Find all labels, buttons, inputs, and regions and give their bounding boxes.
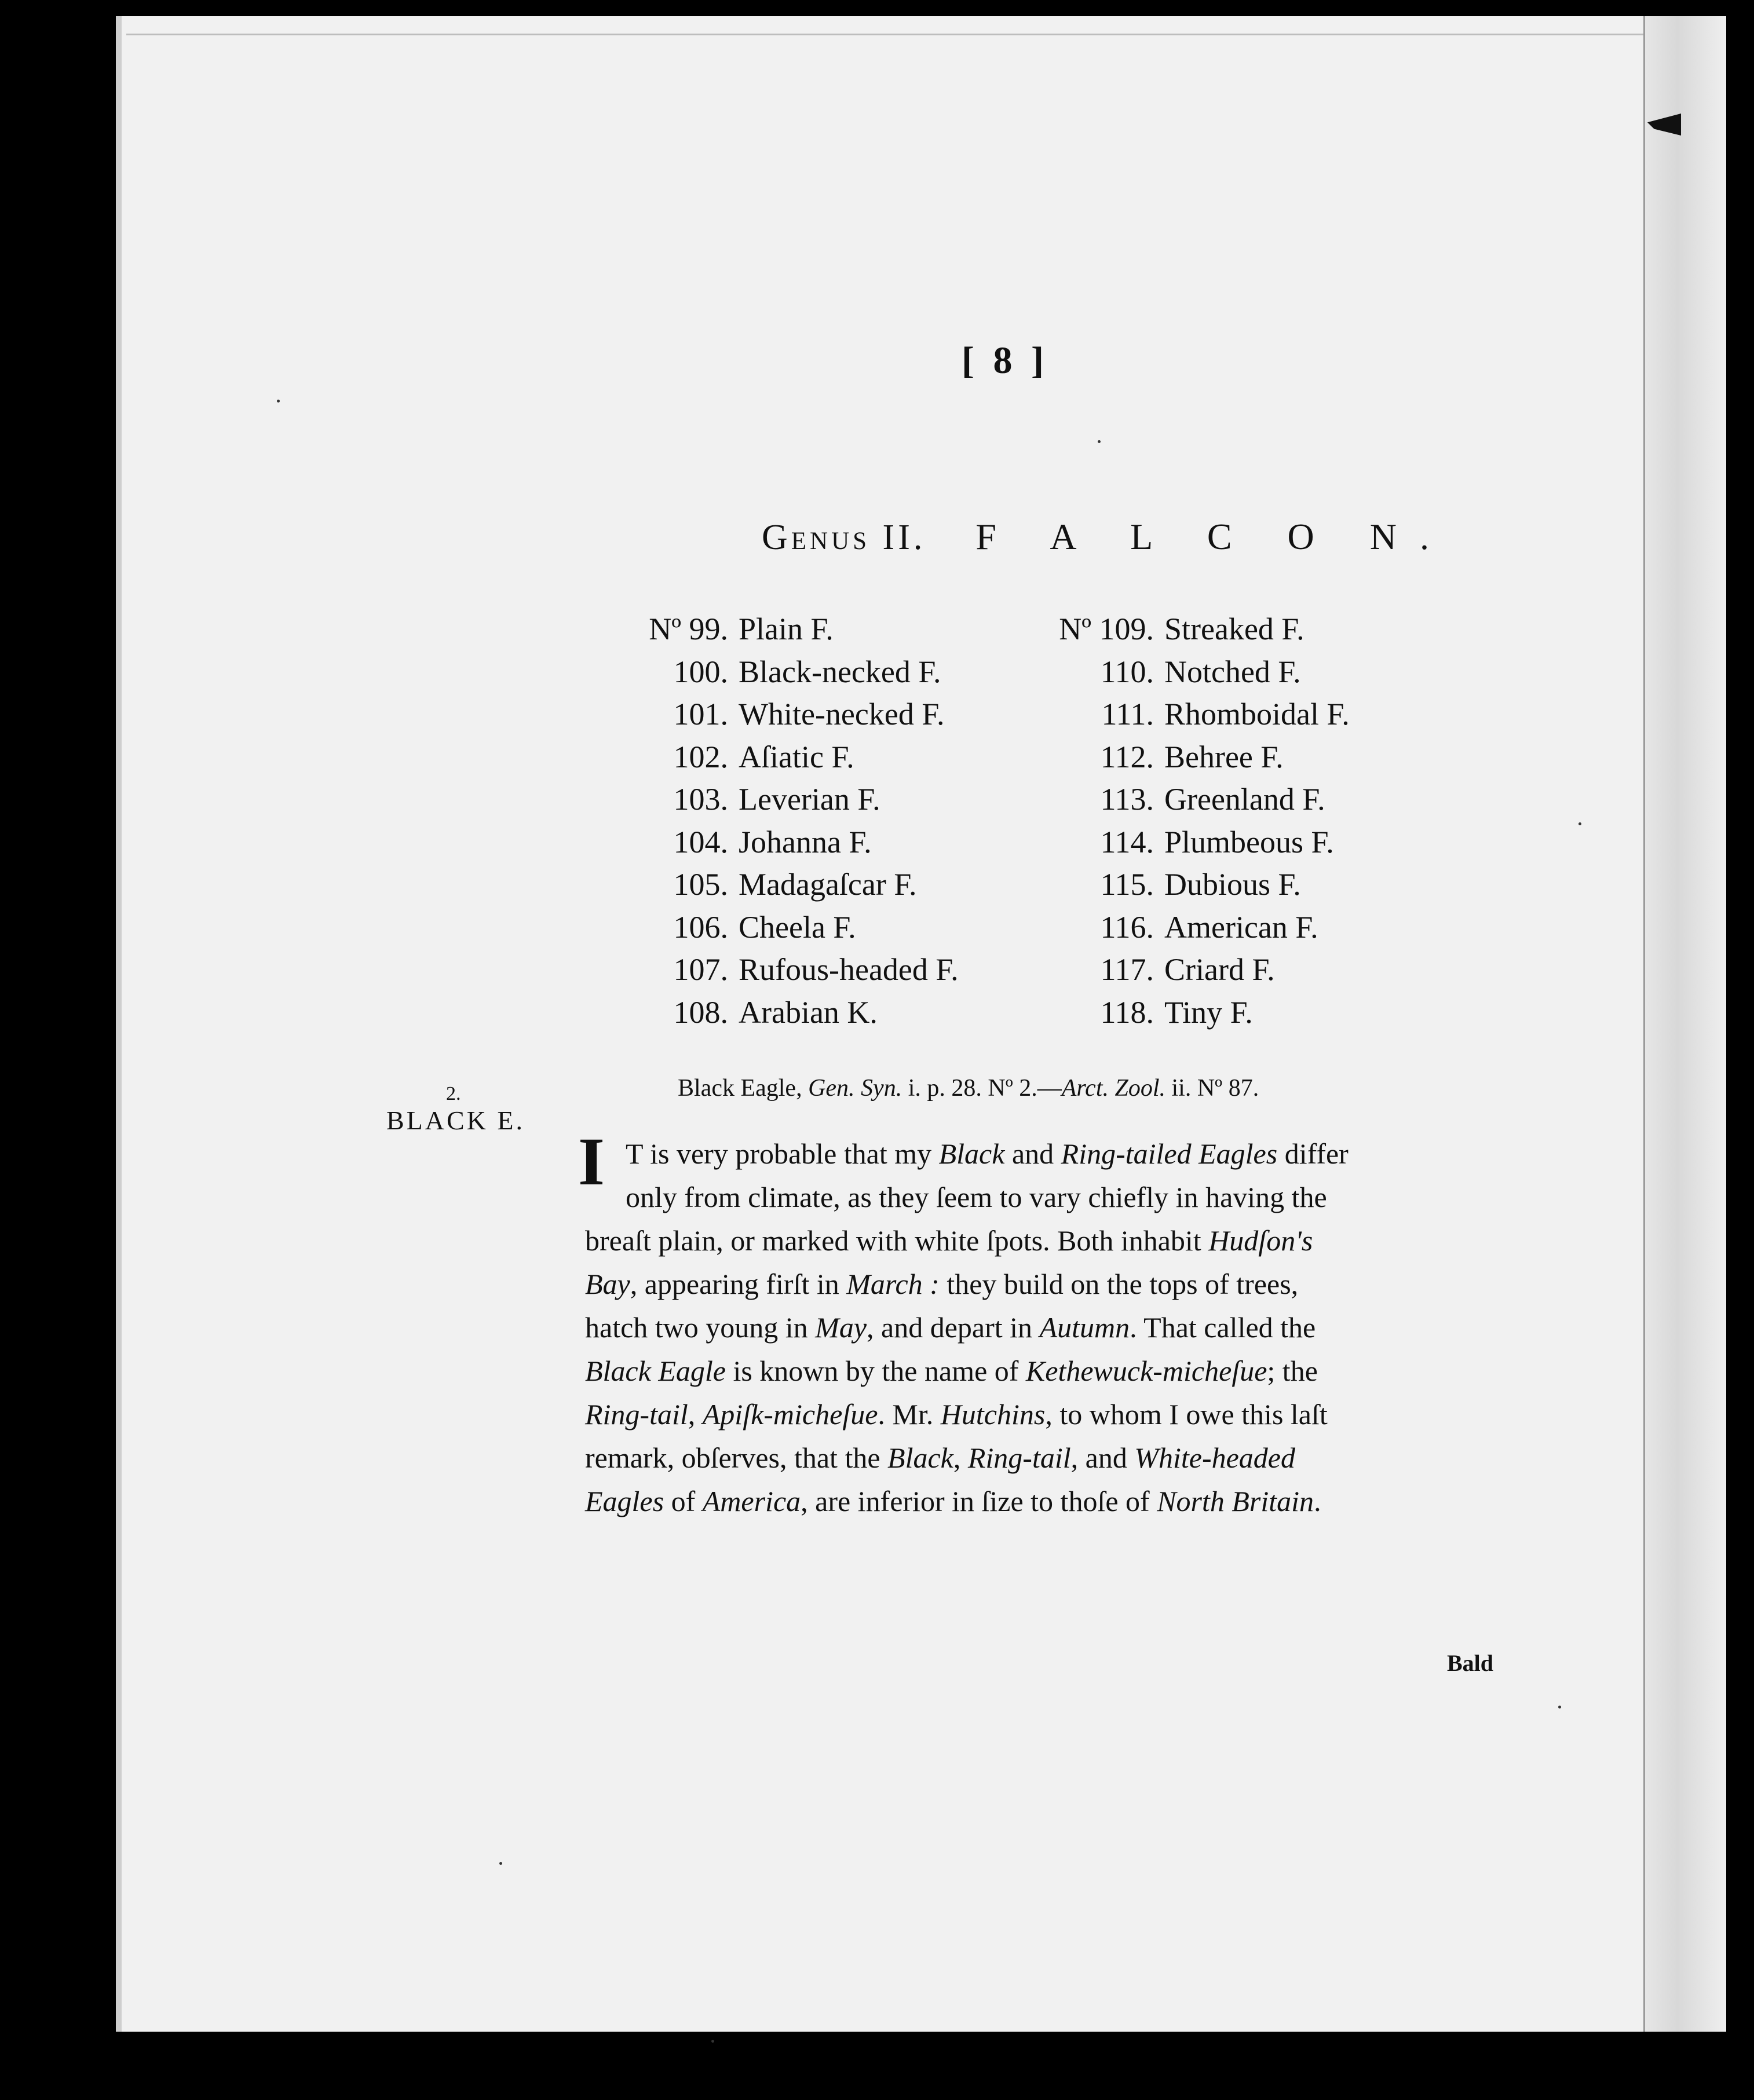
species-number: 115. (1100, 867, 1154, 902)
margin-entry-number: 2. (446, 1083, 461, 1104)
species-name: Tiny F. (1164, 994, 1253, 1030)
synonym-part: ii. Nº 87. (1165, 1075, 1259, 1102)
text-run: North Britain (1157, 1485, 1314, 1517)
paragraph-line (585, 1480, 1494, 1523)
species-item (623, 992, 959, 1034)
text-run: Ring-tail (585, 1398, 688, 1431)
species-number: 106. (673, 909, 728, 945)
synonym-part: Arct. Zool. (1061, 1075, 1166, 1102)
text-run: May (815, 1311, 867, 1344)
genus-prefix: Genus II. (762, 518, 926, 557)
text-run: Eagles (585, 1485, 664, 1517)
species-name: Madagaſcar F. (739, 867, 917, 902)
text-run: and (1004, 1137, 1061, 1170)
text-run: Black (938, 1137, 1005, 1170)
paper-speck (499, 1862, 502, 1865)
text-run: , (688, 1398, 703, 1431)
species-item (623, 949, 959, 992)
drop-cap: I (578, 1124, 605, 1199)
paragraph-line (585, 1219, 1494, 1263)
text-run: of (664, 1485, 703, 1517)
text-run: White-headed (1134, 1442, 1295, 1474)
species-number: 117. (1100, 952, 1154, 987)
species-item (1048, 821, 1350, 864)
page-tab-mark (1647, 114, 1681, 136)
paper-speck (1578, 822, 1581, 825)
text-run: Black Eagle (585, 1355, 726, 1387)
paper-speck (711, 2040, 714, 2043)
text-run: March : (846, 1268, 940, 1300)
species-number: Nº 109. (1059, 612, 1154, 646)
paragraph-line (585, 1436, 1494, 1480)
species-item (1048, 778, 1350, 821)
text-run: hatch two young in (585, 1311, 816, 1344)
species-name: Aſiatic F. (739, 739, 854, 774)
text-run: Ring-tailed Eagles (1061, 1137, 1278, 1170)
species-number: 110. (1100, 654, 1154, 689)
text-run: . Mr. (878, 1398, 941, 1431)
margin-entry-label: BLACK E. (386, 1106, 525, 1135)
text-run: Black (887, 1442, 953, 1474)
species-number: 107. (673, 952, 728, 987)
species-name: Criard F. (1164, 952, 1275, 987)
text-run: Kethewuck-micheſue (1025, 1355, 1267, 1387)
species-item (623, 864, 959, 906)
species-number: Nº 99. (649, 612, 728, 646)
text-run: Bay (585, 1268, 630, 1300)
species-list-right (1048, 608, 1350, 1034)
species-number: 103. (673, 782, 728, 817)
species-number: 100. (673, 654, 728, 689)
species-number: 113. (1100, 782, 1154, 817)
species-number: 104. (673, 824, 728, 859)
species-item (1048, 992, 1350, 1034)
genus-heading (762, 515, 1452, 558)
entry-paragraph (578, 1124, 1494, 1523)
text-run: , (953, 1442, 968, 1474)
text-run: they build on the tops of trees, (939, 1268, 1299, 1300)
page-edge-line (126, 34, 1690, 42)
species-item (623, 778, 959, 821)
paper-speck (1558, 1706, 1561, 1708)
species-name: Streaked F. (1164, 612, 1304, 646)
species-number: 118. (1100, 994, 1154, 1030)
species-item (1048, 651, 1350, 694)
species-name: Leverian F. (739, 782, 880, 817)
species-name: Plain F. (739, 612, 834, 646)
synonym-part: Black Eagle, (678, 1075, 809, 1102)
text-run: . (1314, 1485, 1321, 1517)
species-list-left (623, 608, 959, 1034)
species-item (623, 693, 959, 736)
text-run: , and depart in (867, 1311, 1040, 1344)
text-run: Ring-tail (967, 1442, 1071, 1474)
species-name: American F. (1164, 909, 1318, 945)
text-run: . That called the (1130, 1311, 1316, 1344)
synonym-part: i. p. 28. Nº 2.— (902, 1075, 1062, 1102)
species-number: 102. (673, 739, 728, 774)
species-number: 111. (1101, 697, 1154, 731)
species-item (623, 906, 959, 949)
species-name: Notched F. (1164, 654, 1301, 689)
page-number: [ 8 ] (962, 339, 1048, 382)
synonym-part: Gen. Syn. (808, 1075, 902, 1102)
text-run: Hudſon's (1208, 1224, 1313, 1257)
paragraph-line (585, 1306, 1494, 1349)
species-name: Dubious F. (1164, 867, 1301, 902)
species-name: Johanna F. (739, 824, 872, 859)
text-run: , are inferior in ſize to thoſe of (801, 1485, 1157, 1517)
species-number: 101. (673, 697, 728, 731)
adjacent-page-edge (1643, 16, 1726, 2032)
text-run: , to whom I owe this laſt (1045, 1398, 1328, 1431)
species-item (1048, 736, 1350, 779)
text-run: T is very probable that my (626, 1137, 939, 1170)
species-item (623, 651, 959, 694)
species-item (1048, 608, 1350, 651)
text-run: , appearing firſt in (630, 1268, 847, 1300)
catchword: Bald (1447, 1650, 1494, 1676)
species-item (1048, 906, 1350, 949)
paragraph-line (585, 1349, 1494, 1393)
species-name: Behree F. (1164, 739, 1284, 774)
species-item (1048, 864, 1350, 906)
species-name: Rufous-headed F. (739, 952, 959, 987)
species-number: 114. (1100, 824, 1154, 859)
paper-speck (277, 400, 280, 403)
text-run: ; the (1267, 1355, 1318, 1387)
paragraph-line (585, 1176, 1494, 1219)
species-item (623, 608, 959, 651)
text-run: differ (1277, 1137, 1349, 1170)
text-run: Hutchins (940, 1398, 1046, 1431)
species-item (623, 821, 959, 864)
paper-speck (1098, 440, 1101, 443)
species-item (623, 736, 959, 779)
species-name: Black-necked F. (739, 654, 941, 689)
species-name: Cheela F. (739, 909, 856, 945)
species-name: Arabian K. (739, 994, 878, 1030)
text-run: is known by the name of (725, 1355, 1026, 1387)
paragraph-line (585, 1132, 1494, 1176)
genus-name: F A L C O N. (975, 516, 1452, 557)
species-name: Greenland F. (1164, 782, 1325, 817)
species-number: 116. (1100, 909, 1154, 945)
species-name: Plumbeous F. (1164, 824, 1334, 859)
text-run: Apiſk-micheſue (702, 1398, 878, 1431)
species-number: 105. (673, 867, 728, 902)
paragraph-line (585, 1263, 1494, 1306)
text-run: Autumn (1039, 1311, 1130, 1344)
text-run: , and (1070, 1442, 1135, 1474)
paragraph-line (585, 1393, 1494, 1436)
species-item (1048, 693, 1350, 736)
text-run: breaſt plain, or marked with white ſpots. Both inhabit (585, 1224, 1209, 1257)
species-name: White-necked F. (739, 697, 945, 731)
text-run: America (702, 1485, 801, 1517)
synonym-line (678, 1074, 1259, 1102)
species-number: 108. (673, 994, 728, 1030)
text-run: only from climate, as they ſeem to vary chiefly in having the (626, 1181, 1327, 1213)
species-item (1048, 949, 1350, 992)
species-name: Rhomboidal F. (1164, 697, 1350, 731)
species-number: 112. (1100, 739, 1154, 774)
text-run: remark, obſerves, that the (585, 1442, 888, 1474)
